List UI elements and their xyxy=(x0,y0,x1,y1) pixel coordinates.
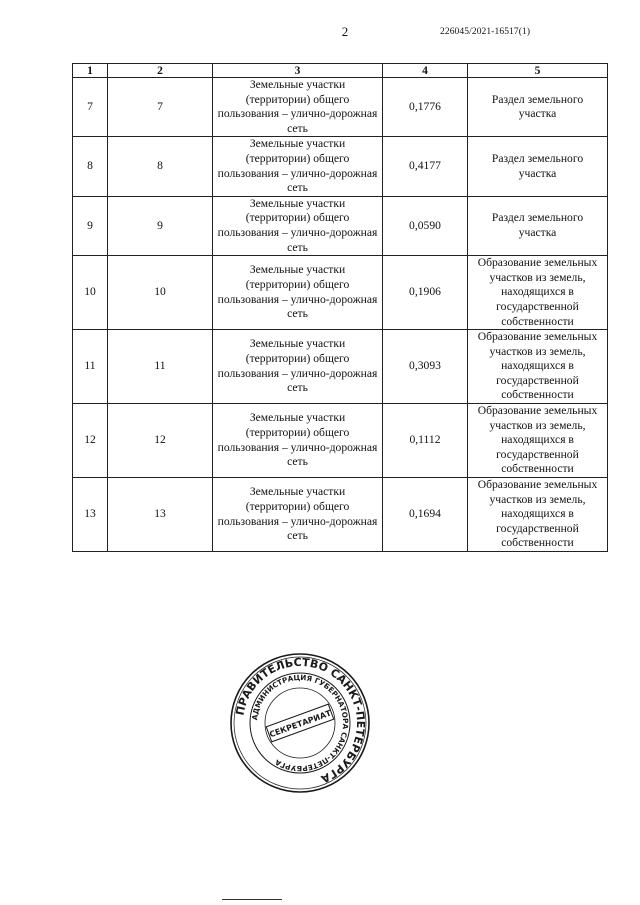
plot-number-cell: 7 xyxy=(108,78,213,137)
column-header: 3 xyxy=(213,64,383,78)
formation-method-cell: Образование земельных участков из земель, находящихся в государственной собственности xyxy=(468,256,608,330)
row-number-cell: 9 xyxy=(73,196,108,255)
area-cell: 0,1694 xyxy=(383,478,468,552)
formation-method-cell: Образование земельных участков из земель, находящихся в государственной собственности xyxy=(468,404,608,478)
signature-line xyxy=(222,899,282,900)
column-header: 1 xyxy=(73,64,108,78)
plot-number-cell: 10 xyxy=(108,256,213,330)
row-number-cell: 8 xyxy=(73,137,108,196)
page-number: 2 xyxy=(341,24,349,39)
formation-method-cell: Раздел земельного участка xyxy=(468,196,608,255)
column-header: 5 xyxy=(468,64,608,78)
table-row xyxy=(73,137,608,196)
row-number-cell: 10 xyxy=(73,256,108,330)
formation-method-cell: Раздел земельного участка xyxy=(468,137,608,196)
plot-number-cell: 9 xyxy=(108,196,213,255)
plot-number-cell: 8 xyxy=(108,137,213,196)
area-cell: 0,0590 xyxy=(383,196,468,255)
table-row xyxy=(73,330,608,404)
formation-method-cell: Раздел земельного участка xyxy=(468,78,608,137)
row-number-cell: 7 xyxy=(73,78,108,137)
area-cell: 0,1776 xyxy=(383,78,468,137)
area-cell: 0,3093 xyxy=(383,330,468,404)
area-cell: 0,1112 xyxy=(383,404,468,478)
table-header-row xyxy=(73,64,608,78)
land-use-cell: Земельные участки (территории) общего пользования – улично-дорожная сеть xyxy=(213,196,383,255)
stamp-inner-text: АДМИНИСТРАЦИЯ ГУБЕРНАТОРА САНКТ-ПЕТЕРБУРГА xyxy=(250,672,351,774)
table-row xyxy=(73,478,608,552)
land-use-cell: Земельные участки (территории) общего пользования – улично-дорожная сеть xyxy=(213,478,383,552)
land-use-cell: Земельные участки (территории) общего пользования – улично-дорожная сеть xyxy=(213,330,383,404)
formation-method-cell: Образование земельных участков из земель, находящихся в государственной собственности xyxy=(468,478,608,552)
land-use-cell: Земельные участки (территории) общего пользования – улично-дорожная сеть xyxy=(213,78,383,137)
secretariat-stamp xyxy=(229,652,371,794)
column-header: 4 xyxy=(383,64,468,78)
land-use-cell: Земельные участки (территории) общего пользования – улично-дорожная сеть xyxy=(213,256,383,330)
row-number-cell: 12 xyxy=(73,404,108,478)
row-number-cell: 13 xyxy=(73,478,108,552)
table-row xyxy=(73,78,608,137)
plot-number-cell: 12 xyxy=(108,404,213,478)
land-use-cell: Земельные участки (территории) общего пользования – улично-дорожная сеть xyxy=(213,404,383,478)
formation-method-cell: Образование земельных участков из земель, находящихся в государственной собственности xyxy=(468,330,608,404)
plot-number-cell: 11 xyxy=(108,330,213,404)
stamp-outer-text: ПРАВИТЕЛЬСТВО САНКТ-ПЕТЕРБУРГА xyxy=(233,655,368,786)
table-row xyxy=(73,196,608,255)
row-number-cell: 11 xyxy=(73,330,108,404)
column-header: 2 xyxy=(108,64,213,78)
land-plots-table xyxy=(72,63,608,552)
document-reference: 226045/2021-16517(1) xyxy=(440,27,531,37)
area-cell: 0,4177 xyxy=(383,137,468,196)
area-cell: 0,1906 xyxy=(383,256,468,330)
table-row xyxy=(73,256,608,330)
plot-number-cell: 13 xyxy=(108,478,213,552)
table-row xyxy=(73,404,608,478)
stamp-center-text: СЕКРЕТАРИАТ xyxy=(268,708,333,740)
land-use-cell: Земельные участки (территории) общего пользования – улично-дорожная сеть xyxy=(213,137,383,196)
